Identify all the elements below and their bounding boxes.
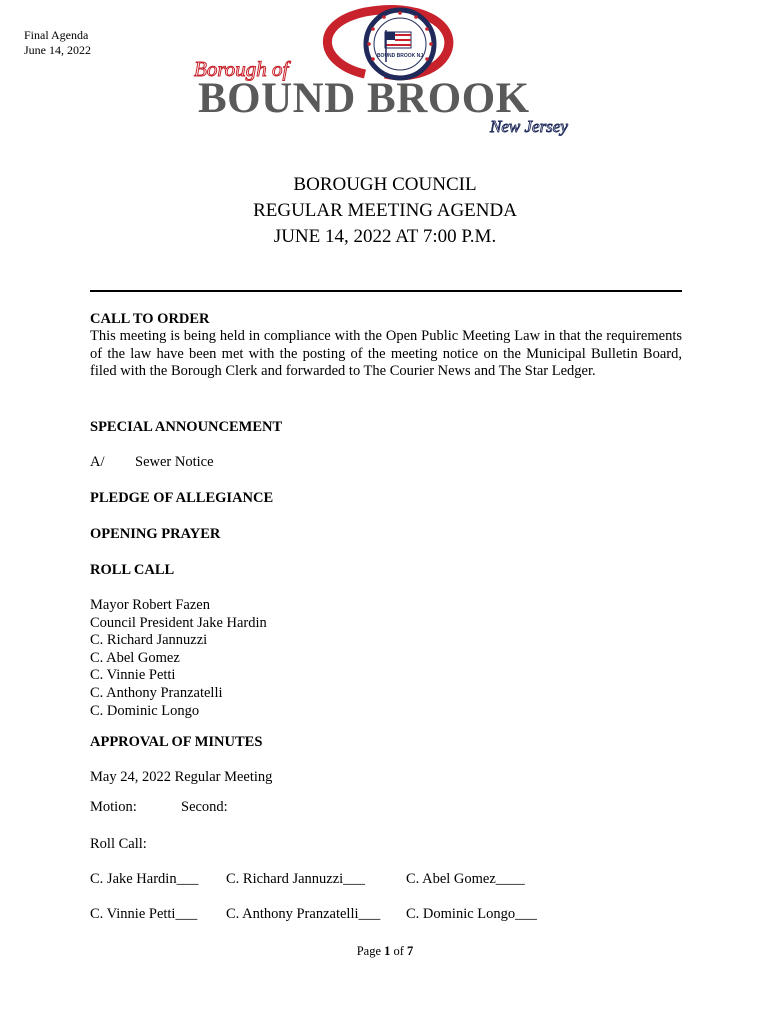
logo-seal-text: BOUND BROOK NJ — [376, 53, 424, 59]
vote-entry: C. Anthony Pranzatelli___ — [226, 906, 381, 922]
special-announcement-item — [90, 454, 682, 471]
roll-call-member: C. Abel Gomez — [90, 649, 180, 666]
vote-entry: C. Dominic Longo___ — [406, 906, 537, 922]
roll-call-member: C. Dominic Longo — [90, 702, 200, 719]
title-line-3: JUNE 14, 2022 AT 7:00 P.M. — [273, 226, 497, 247]
roll-call-member: C. Vinnie Petti — [90, 667, 176, 684]
agenda-title — [0, 172, 770, 250]
page-word: Page — [356, 944, 381, 958]
item-marker: A/ — [90, 454, 105, 470]
prayer-heading: OPENING PRAYER — [90, 526, 221, 542]
logo-new-jersey: New Jersey — [490, 117, 568, 136]
roll-call-member: C. Richard Jannuzzi — [90, 632, 208, 649]
title-line-2: REGULAR MEETING AGENDA — [253, 200, 517, 221]
document-header — [24, 28, 91, 58]
call-to-order-heading: CALL TO ORDER — [90, 311, 210, 327]
roll-call-member: Council President Jake Hardin — [90, 614, 267, 631]
title-divider — [90, 290, 682, 292]
roll-call-heading: ROLL CALL — [90, 562, 175, 578]
of-word: of — [393, 944, 404, 958]
special-announcement-heading: SPECIAL ANNOUNCEMENT — [90, 419, 283, 435]
roll-call-label: Roll Call: — [90, 836, 147, 852]
page-total: 7 — [407, 944, 414, 958]
header-status: Final Agenda — [24, 28, 89, 42]
title-line-1: BOROUGH COUNCIL — [293, 174, 477, 195]
minutes-heading: APPROVAL OF MINUTES — [90, 734, 263, 750]
page-number — [0, 944, 770, 959]
minutes-item: May 24, 2022 Regular Meeting — [90, 769, 273, 785]
roll-call-member: Mayor Robert Fazen — [90, 597, 210, 613]
roll-call-member: C. Anthony Pranzatelli — [90, 684, 223, 701]
vote-entry: C. Abel Gomez____ — [406, 871, 525, 887]
item-text: Sewer Notice — [135, 454, 214, 470]
motion-label: Motion: — [90, 799, 137, 815]
vote-entry: C. Jake Hardin___ — [90, 871, 199, 887]
page-current: 1 — [384, 944, 391, 958]
motion-line — [90, 799, 682, 816]
logo-main-text: BOUND BROOK — [198, 75, 530, 122]
second-label: Second: — [181, 799, 228, 815]
pledge-heading: PLEDGE OF ALLEGIANCE — [90, 490, 274, 506]
call-to-order-text: This meeting is being held in compliance with the Open Public Meeting Law in that the requirements of the law have been met with the posting of the meeting notice on the Municipal Bulletin Board, filed with the Borough Clerk and forwarded to The Courier News and The Star Ledger. — [90, 328, 682, 380]
header-date: June 14, 2022 — [24, 43, 91, 57]
vote-entry: C. Richard Jannuzzi___ — [226, 871, 365, 887]
call-to-order-section — [90, 311, 682, 381]
logo-borough-of: Borough of — [194, 57, 289, 81]
vote-entry: C. Vinnie Petti___ — [90, 906, 198, 922]
borough-logo — [190, 4, 590, 136]
roll-call-list — [90, 597, 682, 720]
logo-graphic — [190, 4, 590, 136]
